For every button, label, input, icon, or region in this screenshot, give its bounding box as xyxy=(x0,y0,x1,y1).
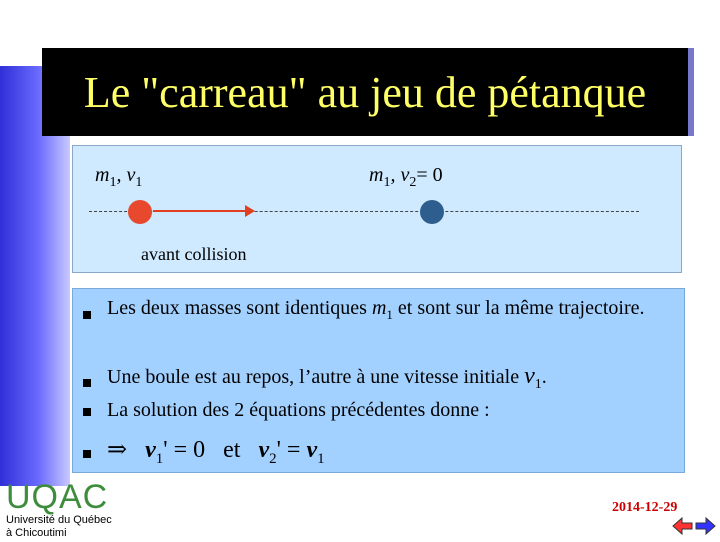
slide-title: Le "carreau" au jeu de pétanque xyxy=(83,67,647,117)
square-bullet-icon xyxy=(83,311,91,319)
collision-diagram xyxy=(72,145,682,273)
result-equation: ⇒ $v_1' = 0$ et $v_2' = v_1$ xyxy=(107,437,325,467)
bullet-text-1: Les deux masses sont identiques $m_1$ et sont sur la même trajectoire. xyxy=(107,297,645,322)
velocity-arrow-icon xyxy=(153,210,247,212)
arrow-right-icon[interactable] xyxy=(696,518,715,534)
diagram-caption: avant collision xyxy=(141,244,247,264)
bullet-text-2: Une boule est au repos, l’autre à une vitesse initiale $v_1$. xyxy=(107,363,547,392)
label-left: $m_1$, $v_1$ xyxy=(95,164,143,190)
label-right: $m_1$, $v_2= 0$ xyxy=(369,164,443,190)
logo-line-2: à Chicoutimi xyxy=(6,527,67,539)
moving-ball xyxy=(128,200,152,224)
nav-arrows xyxy=(672,515,716,537)
square-bullet-icon xyxy=(83,408,91,416)
square-bullet-icon xyxy=(83,379,91,387)
logo-line-1: Université du Québec xyxy=(6,514,112,526)
bullet-list xyxy=(72,288,685,473)
bullet-text-3: La solution des 2 équations précédentes donne : xyxy=(107,399,490,421)
square-bullet-icon xyxy=(83,450,91,458)
arrow-left-icon[interactable] xyxy=(673,518,692,534)
slide-date: 2014-12-29 xyxy=(612,500,678,515)
logo-mark: UQAC xyxy=(6,478,109,516)
uqac-logo xyxy=(6,480,118,542)
resting-ball xyxy=(420,200,444,224)
title-box xyxy=(42,48,688,136)
